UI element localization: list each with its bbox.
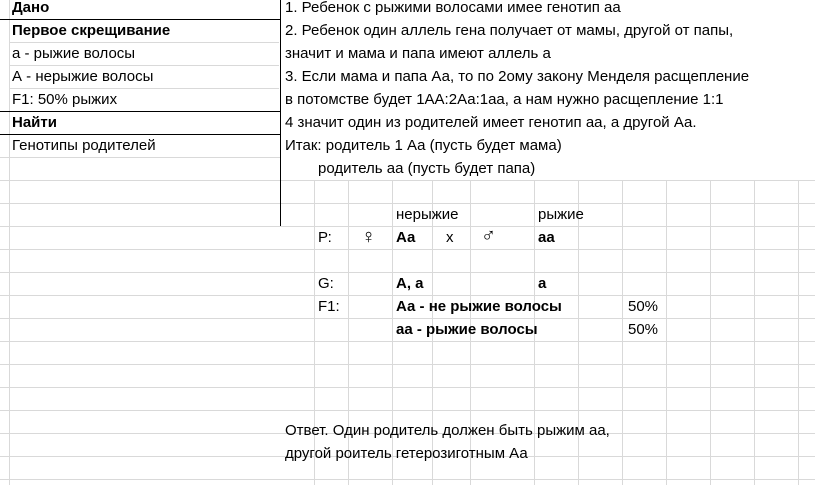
gridline (0, 341, 815, 342)
f1-given-text: F1: 50% рыжих (12, 91, 118, 108)
g-label: G: (318, 275, 334, 292)
offspring-1-percent: 50% (628, 298, 659, 315)
gridline (0, 157, 280, 158)
gametes-female: А, а (396, 275, 424, 292)
first-cross-label: Первое скрещивание (12, 22, 171, 39)
cross-sign: х (446, 229, 454, 246)
p-label: Р: (318, 229, 332, 246)
answer-line-1: Ответ. Один родитель должен быть рыжим аа, (285, 422, 610, 439)
gridline (0, 249, 815, 250)
solution-line-1: 1. Ребенок с рыжими волосами имее генотип аа (285, 0, 621, 16)
gridline (0, 180, 280, 181)
given-title: Дано (12, 0, 50, 16)
gridline (0, 203, 280, 204)
label-red: рыжие (538, 206, 584, 223)
answer-line-2: другой роитель гетерозиготным Аа (285, 445, 528, 462)
f1-label: F1: (318, 298, 340, 315)
genotype-male: аа (538, 229, 555, 246)
gridline (0, 387, 815, 388)
female-symbol-icon: ♀ (361, 226, 376, 248)
offspring-2-percent: 50% (628, 321, 659, 338)
allele-a-text: а - рыжие волосы (12, 45, 136, 62)
solution-line-4: 3. Если мама и папа Аа, то по 2ому закону Менделя расщепление (285, 68, 750, 85)
label-nonred: нерыжие (396, 206, 459, 223)
male-symbol-icon: ♂ (481, 225, 496, 247)
genotype-female: Аа (396, 229, 416, 246)
solution-line-7: Итак: родитель 1 Аа (пусть будет мама) (285, 137, 562, 154)
find-item: Генотипы родителей (12, 137, 156, 154)
solution-line-5: в потомстве будет 1АА:2Аа:1аа, а нам нужно расщепление 1:1 (285, 91, 724, 108)
offspring-1: Аа - не рыжие волосы (396, 298, 562, 315)
gametes-male: а (538, 275, 547, 292)
offspring-2: аа - рыжие волосы (396, 321, 538, 338)
gridline (0, 364, 815, 365)
allele-A-text: А - нерыжие волосы (12, 68, 154, 85)
border-line (280, 0, 281, 226)
solution-line-2: 2. Ребенок один аллель гена получает от мамы, другой от папы, (285, 22, 734, 39)
gridline (0, 479, 815, 480)
gridline (0, 410, 815, 411)
solution-line-6: 4 значит один из родителей имеет генотип аа, а другой Аа. (285, 114, 697, 131)
solution-line-8: родитель аа (пусть будет папа) (318, 160, 536, 177)
solution-line-3: значит и мама и папа имеют аллель а (285, 45, 551, 62)
find-title: Найти (12, 114, 57, 131)
